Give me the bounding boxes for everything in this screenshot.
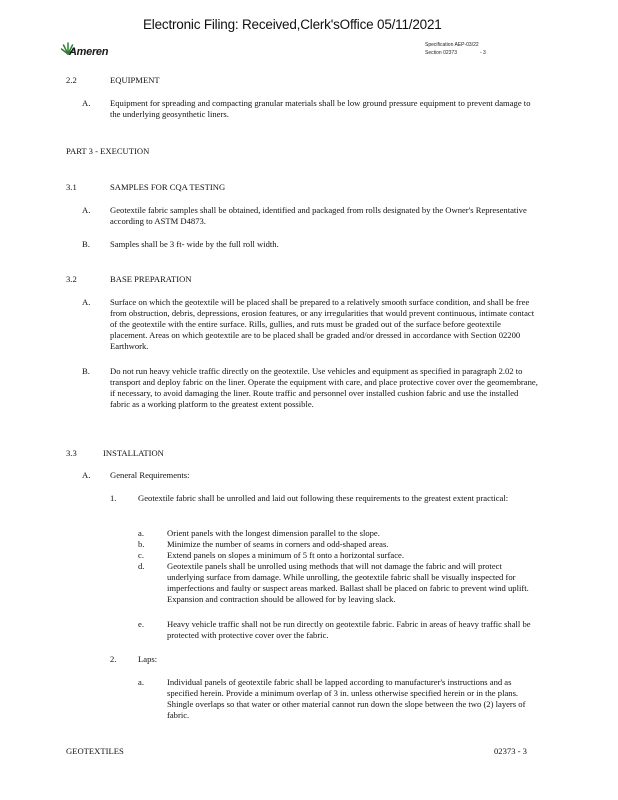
item-label: A. (82, 297, 91, 307)
footer-title: GEOTEXTILES (66, 746, 124, 756)
section-title: EQUIPMENT (110, 75, 160, 85)
list-item: Individual panels of geotextile fabric shall be lapped according to manufacturer's instructions and as specified herein. Provide a minimum overlap of 3 in. unless otherwise specified herein or in the plans. Shingle overlaps so that water or other material cannot run down the slope between the two (2) layers of fabric. (167, 677, 526, 721)
sub-label: c. (138, 550, 144, 560)
sub-label: a. (138, 528, 144, 538)
spec-line-3: - 3 (480, 50, 486, 56)
spec-line-2: Section 02373 (425, 50, 457, 56)
section-number: 3.1 (66, 182, 77, 192)
sub-label: d. (138, 561, 145, 571)
section-number: 3.2 (66, 274, 77, 284)
list-item: Orient panels with the longest dimension parallel to the slope. (167, 528, 380, 538)
paragraph: Laps: (138, 654, 158, 664)
list-item: Geotextile panels shall be unrolled using methods that will not damage the fabric and will protect underlying surface from damage. While unrolling, the geotextile fabric shall be visually inspected for imperfections and faulty or suspect areas marked. Ballast shall be placed on fabric to prevent wind uplift. Expansion and contraction should be allowed for by leaving slack. (167, 561, 529, 605)
spec-line-1: Specification AEP-03/22 (425, 42, 479, 48)
part-heading: PART 3 - EXECUTION (66, 146, 150, 156)
list-item: Extend panels on slopes a minimum of 5 ft onto a horizontal surface. (167, 550, 404, 560)
item-label: B. (82, 366, 90, 376)
paragraph: Samples shall be 3 ft- wide by the full roll width. (110, 239, 279, 249)
section-title: INSTALLATION (103, 448, 164, 458)
paragraph: Surface on which the geotextile will be placed shall be prepared to a relatively smooth surface condition, and shall be free from obstruction, debris, depressions, erosion features, or any irregularities that would prevent continuous, intimate contact of the geotextile with the entire surface. Rills, gullies, and ruts must be graded out of the surface before geotextile placement. Areas on which geotextile are to be placed shall be graded and/or dressed in accordance with Section 02200 Earthwork. (110, 297, 535, 352)
ameren-logo (60, 40, 120, 62)
page-number: 02373 - 3 (494, 746, 527, 756)
filing-stamp: Electronic Filing: Received,Clerk'sOffice 05/11/2021 (143, 17, 442, 32)
paragraph: General Requirements: (110, 470, 190, 480)
section-title: SAMPLES FOR CQA TESTING (110, 182, 226, 192)
item-label: B. (82, 239, 90, 249)
sub-label: a. (138, 677, 144, 687)
sub-label: b. (138, 539, 145, 549)
paragraph: Geotextile fabric samples shall be obtained, identified and packaged from rolls designated by the Owner's Representative according to ASTM D4873. (110, 205, 527, 227)
list-item: Minimize the number of seams in corners and odd-shaped areas. (167, 539, 389, 549)
list-item: Heavy vehicle traffic shall not be run directly on geotextile fabric. Fabric in areas of heavy traffic shall be protected with protective cover over the fabric. (167, 619, 531, 641)
spec-reference (425, 41, 486, 57)
paragraph: Do not run heavy vehicle traffic directly on the geotextile. Use vehicles and equipment as specified in paragraph 2.02 to transport and deploy fabric on the liner. Operate the equipment with care, and place protective cover over the geomembrane, if necessary, to avoid damaging the liner. Route traffic and personnel over installed cushion fabric and use the installed fabric as a working platform to the greatest extent possible. (110, 366, 538, 410)
item-label: A. (82, 470, 91, 480)
sub-label: e. (138, 619, 144, 629)
list-number: 1. (110, 493, 117, 503)
item-label: A. (82, 205, 91, 215)
section-title: BASE PREPARATION (110, 274, 192, 284)
paragraph: Geotextile fabric shall be unrolled and laid out following these requirements to the greatest extent practical: (138, 493, 509, 503)
paragraph: Equipment for spreading and compacting granular materials shall be low ground pressure equipment to prevent damage to the underlying geosynthetic liners. (110, 98, 531, 120)
section-number: 2.2 (66, 75, 77, 85)
logo-text: Ameren (69, 46, 109, 58)
section-number: 3.3 (66, 448, 77, 458)
list-number: 2. (110, 654, 117, 664)
item-label: A. (82, 98, 91, 108)
